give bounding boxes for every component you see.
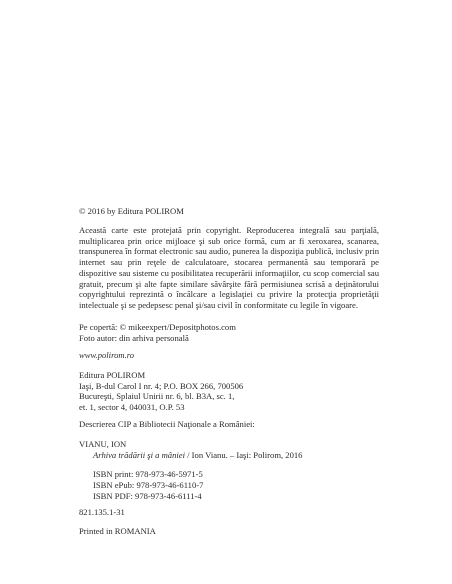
image-credits <box>79 322 379 343</box>
cip-record <box>79 439 379 502</box>
publisher-address-bucuresti: Bucureşti, Splaiul Unirii nr. 6, bl. B3A, sc. 1, <box>79 391 235 402</box>
cip-book-title: Arhiva trădării şi a mâniei <box>93 449 185 460</box>
cip-title-line <box>79 450 379 461</box>
isbn-pdf: ISBN PDF: 978-973-46-6111-4 <box>93 490 202 501</box>
printed-in: Printed in ROMANIA <box>79 526 156 536</box>
cip-book-imprint: / Ion Vianu. – Iaşi: Polirom, 2016 <box>185 449 303 460</box>
publisher-name: Editura POLIROM <box>79 370 146 380</box>
cip-heading: Descrierea CIP a Bibliotecii Naţionale a României: <box>79 419 255 429</box>
publisher-address-iasi: Iaşi, B-dul Carol I nr. 4; P.O. BOX 266, 700506 <box>79 380 244 391</box>
author-photo-credit: Foto autor: din arhiva personală <box>79 332 189 343</box>
isbn-epub: ISBN ePub: 978-973-46-6110-7 <box>93 480 204 491</box>
rights-notice: Această carte este protejată prin copyright. Reproducerea integrală sau parţială, multiplicarea prin orice mijloace şi sub orice formă, cum ar fi xeroxarea, scanarea, transpunerea în format electronic sau audio, punerea la dispoziţia publică, inclusiv prin internet sau prin reţele de calculatoare, stocarea permanentă sau temporară pe dispozitive sau sisteme cu posibilitatea recuperării informaţiilor, cu scop comercial sau gratuit, precum şi alte fapte similare săvârşite fără permisiunea scrisă a deţinătorului copyrightului reprezintă o încălcare a legislaţiei cu privire la protecţia proprietăţii intelectuale şi se pedepsesc penal şi/sau civil în conformitate cu legile în vigoare. <box>79 225 379 311</box>
publisher-website: www.polirom.ro <box>79 350 135 360</box>
publisher-info <box>79 370 379 413</box>
publisher-address-bucuresti-cont: et. 1, sector 4, 040031, O.P. 53 <box>79 402 185 413</box>
isbn-print: ISBN print: 978-973-46-5971-5 <box>93 469 203 480</box>
cip-author: VIANU, ION <box>79 439 127 449</box>
cover-credit: Pe copertă: © mikeexpert/Depositphotos.com <box>79 322 236 332</box>
copyright-line: © 2016 by Editura POLIROM <box>79 206 184 216</box>
cip-classification: 821.135.1-31 <box>79 507 125 517</box>
